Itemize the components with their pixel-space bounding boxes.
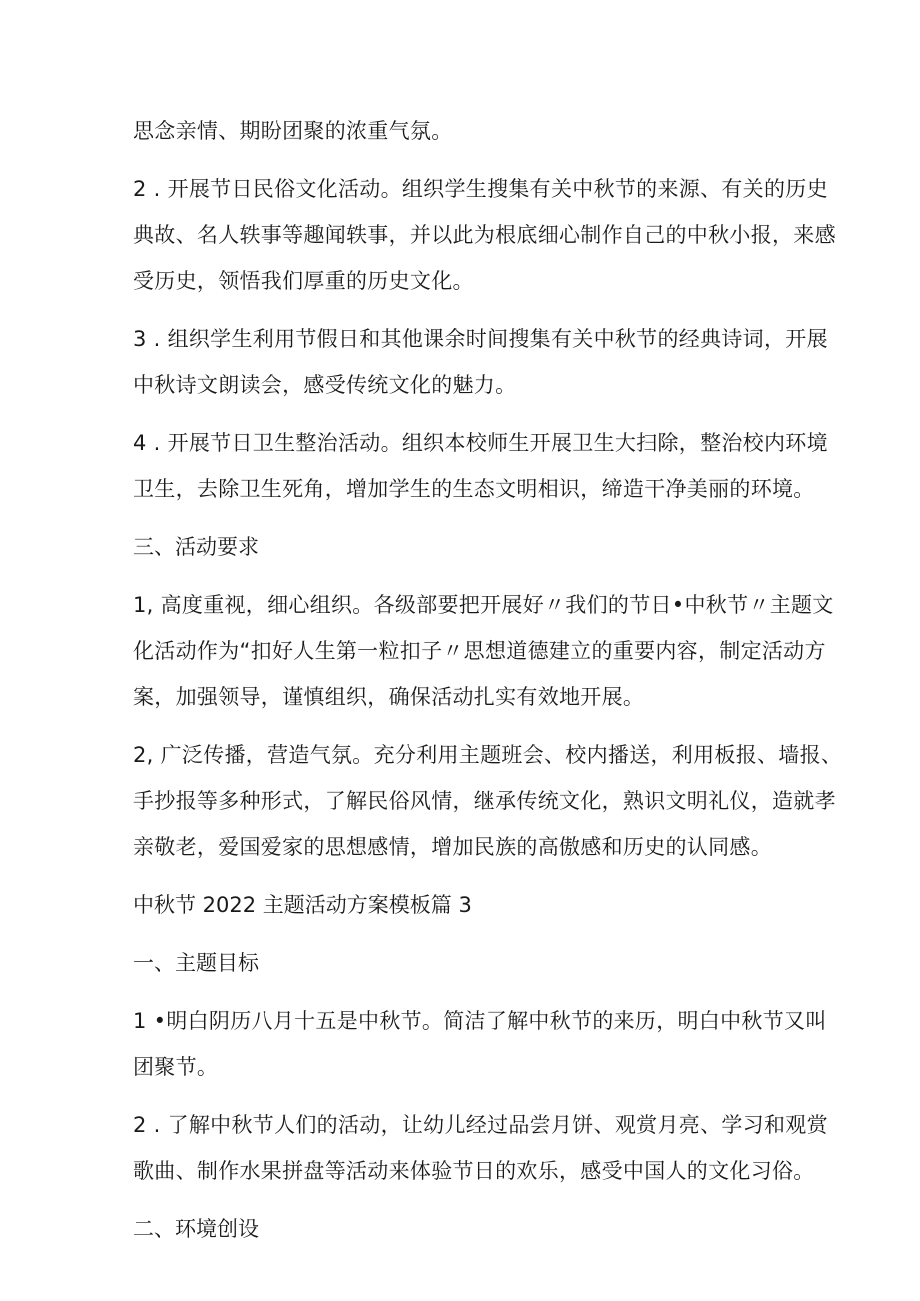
section-heading: 三、活动要求 [133, 535, 259, 559]
text-line: 歌曲、制作水果拼盘等活动来体验节日的欢乐，感受中国人的文化习俗。 [133, 1159, 815, 1183]
section-1-goals [133, 940, 793, 986]
document-body [133, 108, 843, 1252]
text-line: 手抄报等多种形式，了解民俗风情，继承传统文化，熟识文明礼仪，造就孝 [133, 789, 836, 813]
section-heading: 二、环境创设 [133, 1217, 259, 1241]
section-3-requirements [133, 524, 793, 570]
item-2-folk-culture [133, 166, 836, 304]
item-3-poetry [133, 316, 828, 408]
text-line: 亲敬老，爱国爱家的思想感情，增加民族的高傲感和历史的认同感。 [133, 835, 772, 859]
item-4-hygiene [133, 420, 828, 512]
text-line: 中秋诗文朗读会，感受传统文化的魅力。 [133, 373, 517, 397]
text-line: 3 . 组织学生利用节假日和其他课余时间搜集有关中秋节的经典诗词，开展 [133, 327, 828, 351]
section-2-environment [133, 1206, 793, 1252]
text-line: 典故、名人轶事等趣闻轶事，并以此为根底细心制作自己的中秋小报，来感 [133, 223, 836, 247]
para-intro-tail [133, 108, 793, 154]
text-line: 团聚节。 [133, 1055, 219, 1079]
text-line: 案，加强领导，谨慎组织，确保活动扎实有效地开展。 [133, 685, 645, 709]
req-1-attention [133, 582, 834, 720]
text-line: 4 . 开展节日卫生整治活动。组织本校师生开展卫生大扫除，整治校内环境 [133, 431, 828, 455]
document-subtitle: 中秋节 2022 主题活动方案模板篇 3 [133, 893, 472, 917]
text-line: 受历史，领悟我们厚重的历史文化。 [133, 269, 474, 293]
goal-2 [133, 1102, 828, 1194]
text-line: 2 . 开展节日民俗文化活动。组织学生搜集有关中秋节的来源、有关的历史 [133, 177, 828, 201]
text-line: 1 •明白阴历八月十五是中秋节。简洁了解中秋节的来历，明白中秋节又叫 [133, 1009, 827, 1033]
text-line: 思念亲情、期盼团聚的浓重气氛。 [133, 119, 453, 143]
text-line: 1, 高度重视，细心组织。各级部要把开展好〃我们的节日•中秋节〃主题文 [133, 593, 834, 617]
goal-1 [133, 998, 827, 1090]
text-line: 卫生，去除卫生死角，增加学生的生态文明相识，缔造干净美丽的环境。 [133, 477, 815, 501]
section-heading: 一、主题目标 [133, 951, 259, 975]
text-line: 化活动作为“扣好人生第一粒扣子〃思想道德建立的重要内容，制定活动方 [133, 639, 826, 663]
text-line: 2 . 了解中秋节人们的活动，让幼儿经过品尝月饼、观赏月亮、学习和观赏 [133, 1113, 828, 1137]
text-line: 2, 广泛传播，营造气氛。充分利用主题班会、校内播送，利用板报、墙报、 [133, 743, 843, 767]
template-3-title [133, 882, 793, 928]
req-2-publicity [133, 732, 843, 870]
